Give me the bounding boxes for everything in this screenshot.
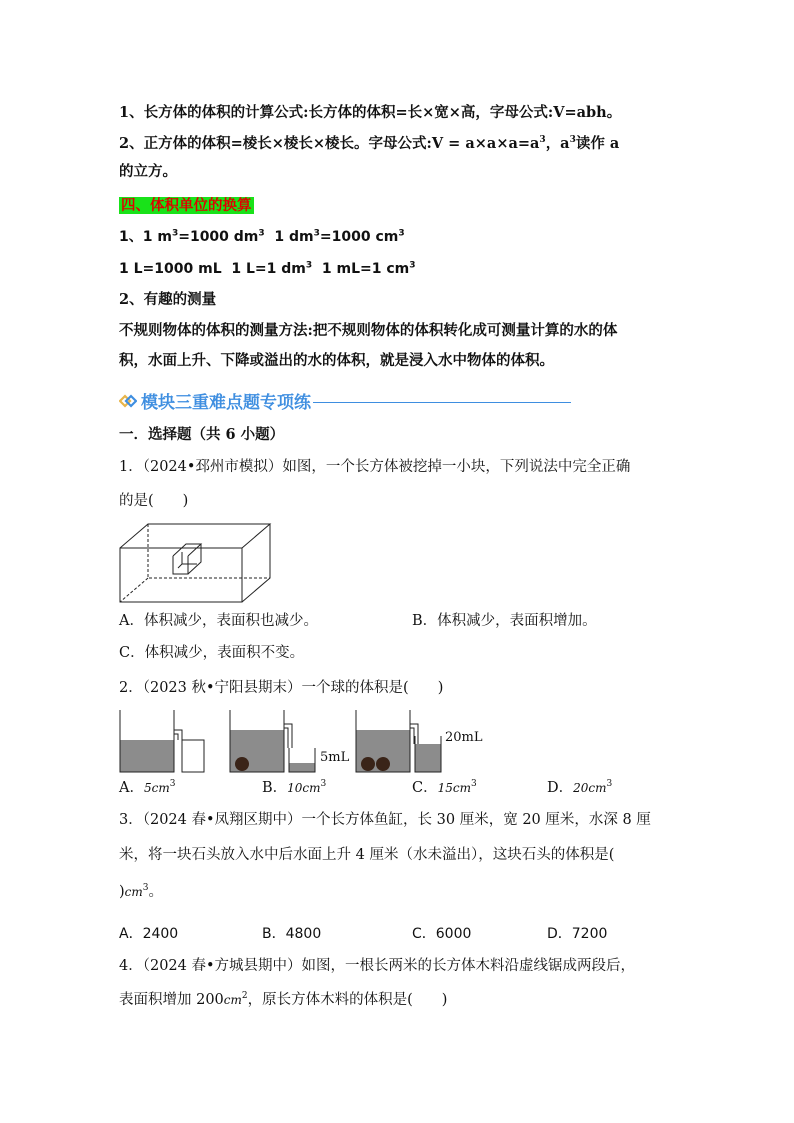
formula-cube-text-3: 读作 a: [575, 135, 620, 152]
conv-text: =1000 cm: [319, 229, 399, 245]
superscript: 3: [169, 779, 176, 790]
conv-text: 1 mL=1 cm: [312, 261, 410, 277]
option-letter: B．: [262, 780, 288, 796]
conv-text: 1 L=1000 mL 1 L=1 dm: [119, 261, 306, 277]
q2-label-5ml: 5mL: [320, 750, 350, 765]
question-section-title: 一．选择题（共 6 小题）: [119, 426, 285, 443]
q4-text: 表面积增加 200: [119, 992, 224, 1008]
q2-option-b[interactable]: [262, 778, 326, 798]
q1-option-b[interactable]: B．体积减少，表面积增加。: [412, 613, 597, 629]
module-title: 模块三重难点题专项练: [141, 393, 311, 413]
q2-option-c[interactable]: [412, 778, 477, 798]
fun-measure-line-1: 不规则物体的体积的测量方法:把不规则物体的体积转化成可测量计算的水的体: [119, 322, 618, 339]
q1-option-a[interactable]: A．体积减少，表面积也减少。: [119, 613, 318, 629]
superscript: 3: [313, 228, 320, 239]
q1-cuboid-figure: [118, 522, 274, 604]
q2-stem: 2．（2023 秋•宁阳县期末）一个球的体积是( ): [119, 680, 444, 696]
superscript: 3: [258, 228, 265, 239]
formula-cube-text-2: ，a: [545, 135, 570, 152]
q1-stem-1: 1．（2024•邳州市模拟）如图，一个长方体被挖掉一小块，下列说法中完全正确: [119, 459, 631, 475]
q3-stem-2: 米，将一块石头放入水中后水面上升 4 厘米（水未溢出），这块石头的体积是(: [119, 847, 615, 863]
q3-unit: cm: [124, 885, 143, 899]
superscript: 3: [409, 260, 416, 271]
module-divider: [313, 402, 571, 403]
q1-option-c[interactable]: C．体积减少，表面积不变。: [119, 645, 305, 661]
q3-stem-1: 3．（2024 春•凤翔区期中）一个长方体鱼缸，长 30 厘米，宽 20 厘米，水深 8 厘: [119, 812, 651, 828]
q3-option-a[interactable]: A．2400: [119, 926, 179, 942]
formula-cube-text: 2、正方体的体积=棱长×棱长×棱长。字母公式:V = a×a×a=a: [119, 135, 540, 152]
superscript: 3: [470, 779, 477, 790]
option-letter: D．: [547, 780, 574, 796]
conv-text: =1000 dm: [178, 229, 259, 245]
q4-stem-2: [119, 990, 447, 1010]
superscript: 3: [171, 228, 179, 239]
fun-measure-title: 2、有趣的测量: [119, 291, 217, 308]
formula-cuboid: 1、长方体的体积的计算公式:长方体的体积=长×宽×高，字母公式:V=abh。: [119, 104, 622, 121]
option-value: 5cm: [143, 781, 170, 795]
superscript: 3: [320, 779, 327, 790]
q3-stem-3: [119, 882, 163, 902]
q4-text-2: ，原长方体木料的体积是( ): [247, 992, 448, 1008]
option-value: 15cm: [437, 781, 471, 795]
conv-text: 1、1 m: [119, 229, 172, 245]
option-value: 10cm: [287, 781, 321, 795]
q3-end: 。: [148, 884, 164, 900]
q2-beakers-figure: [118, 708, 458, 774]
superscript: 3: [142, 883, 149, 894]
conversion-line-1: [119, 227, 405, 247]
superscript: 3: [539, 135, 546, 146]
superscript: 3: [569, 135, 576, 146]
q3-paren: ): [119, 884, 125, 900]
superscript: 3: [606, 779, 613, 790]
q4-unit: cm: [223, 993, 242, 1007]
q3-option-d[interactable]: D．7200: [547, 926, 608, 942]
formula-cube-cont: 的立方。: [119, 163, 177, 180]
option-letter: C．: [412, 780, 438, 796]
section-heading: [119, 196, 254, 216]
superscript: 3: [398, 228, 405, 239]
section-heading-label: 四、体积单位的换算: [121, 197, 252, 214]
conversion-line-2: [119, 259, 416, 279]
q1-stem-2: 的是( ): [119, 493, 189, 509]
q4-stem-1: 4．（2024 春•方城县期中）如图，一根长两米的长方体木料沿虚线锯成两段后，: [119, 958, 636, 974]
q2-option-d[interactable]: [547, 778, 612, 798]
option-letter: A．: [119, 780, 144, 796]
fun-measure-line-2: 积，水面上升、下降或溢出的水的体积，就是浸入水中物体的体积。: [119, 352, 554, 369]
formula-cube: [119, 134, 619, 154]
double-chevron-icon: [119, 394, 137, 408]
q3-option-b[interactable]: B．4800: [262, 926, 322, 942]
conv-text: 1 dm: [264, 229, 314, 245]
q2-option-a[interactable]: [119, 778, 175, 798]
superscript: 3: [305, 260, 313, 271]
module-header: [119, 388, 571, 413]
option-value: 20cm: [573, 781, 607, 795]
q3-option-c[interactable]: C．6000: [412, 926, 472, 942]
q2-label-20ml: 20mL: [445, 730, 483, 745]
superscript: 2: [241, 991, 248, 1002]
